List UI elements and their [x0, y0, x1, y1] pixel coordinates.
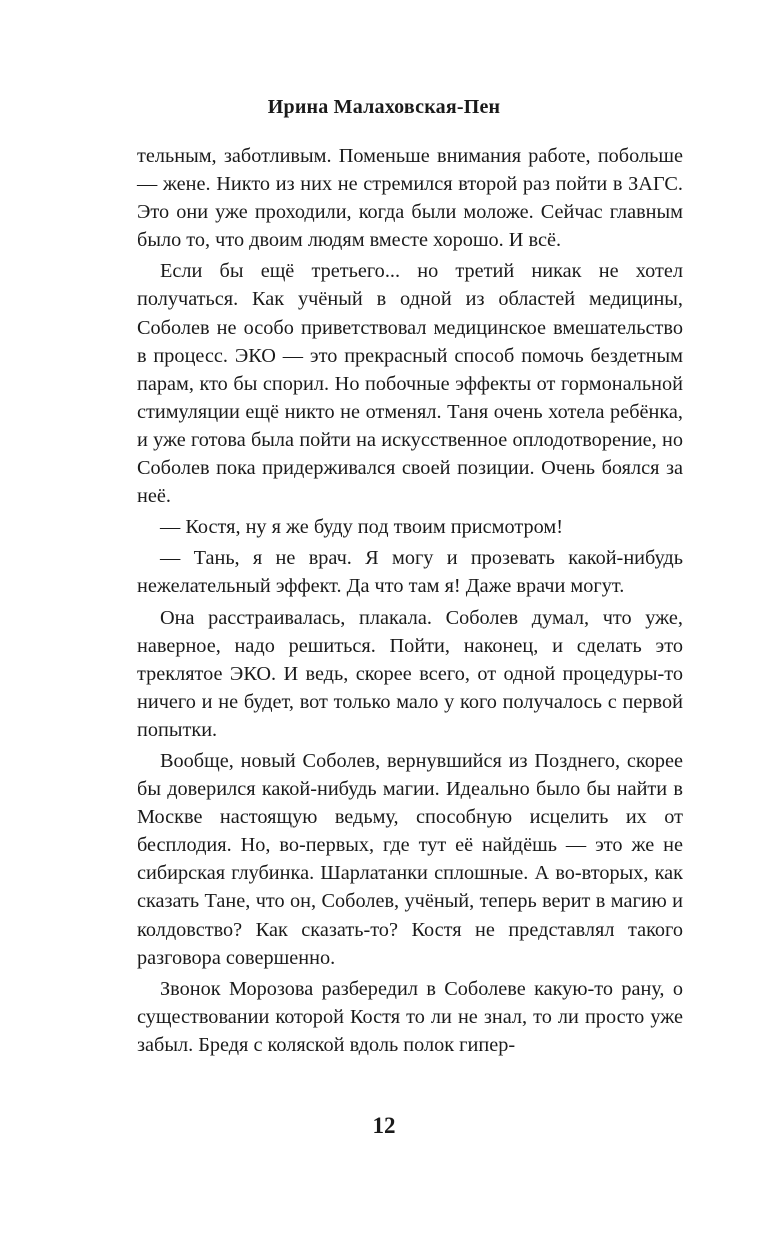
dialogue-line: — Тань, я не врач. Я могу и прозевать какой-нибудь нежелательный эффект. Да что там я! Даже врачи могут.: [137, 547, 683, 598]
dialogue-line: — Костя, ну я же буду под твоим присмотром!: [160, 516, 563, 539]
paragraph: Звонок Морозова разбередил в Соболеве какую-то рану, о существовании которой Костя то ли не знал, то ли просто уже забыл. Бредя с коляской вдоль полок гипер-: [137, 977, 683, 1056]
paragraph: Если бы ещё третьего... но третий никак не хотел получаться. Как учёный в одной из областей медицины, Соболев не особо приветствовал медицинское вмешательство в процесс. ЭКО — это прекрасный способ помочь бездетным парам, кто бы спорил. Но побочные эффекты от гормональной стимуляции ещё никто не отменял. Таня очень хотела ребёнка, и уже готова была пойти на искусственное оплодотворение, но Соболев пока придерживался своей позиции. Очень боялся за неё.: [137, 260, 683, 508]
running-head-author: Ирина Малаховская-Пен: [267, 96, 501, 118]
body-text: [137, 142, 683, 1059]
paragraph: Она расстраивалась, плакала. Соболев думал, что уже, наверное, надо решиться. Пойти, наконец, и сделать это треклятое ЭКО. И ведь, скорее всего, от одной процедуры-то ничего и не будет, вот только мало у кого получалось с первой попытки.: [137, 606, 683, 741]
paragraph: Вообще, новый Соболев, вернувшийся из Позднего, скорее бы доверился какой-нибудь магии. Идеально было бы найти в Москве настоящую ведьму, способную исцелить их от бесплодия. Но, во-первых, где тут её найдёшь — это же не сибирская глубинка. Шарлатанки сплошные. А во-вторых, как сказать Тане, что он, Соболев, учёный, теперь верит в магию и колдовство? Как сказать-то? Костя не представлял такого разговора совершенно.: [137, 749, 683, 969]
paragraph-continuation: тельным, заботливым. Поменьше внимания работе, побольше — жене. Никто из них не стремился второй раз пойти в ЗАГС. Это они уже проходили, когда были моложе. Сейчас главным было то, что двоим людям вместе хорошо. И всё.: [137, 145, 683, 252]
page-number: 12: [372, 1113, 396, 1138]
